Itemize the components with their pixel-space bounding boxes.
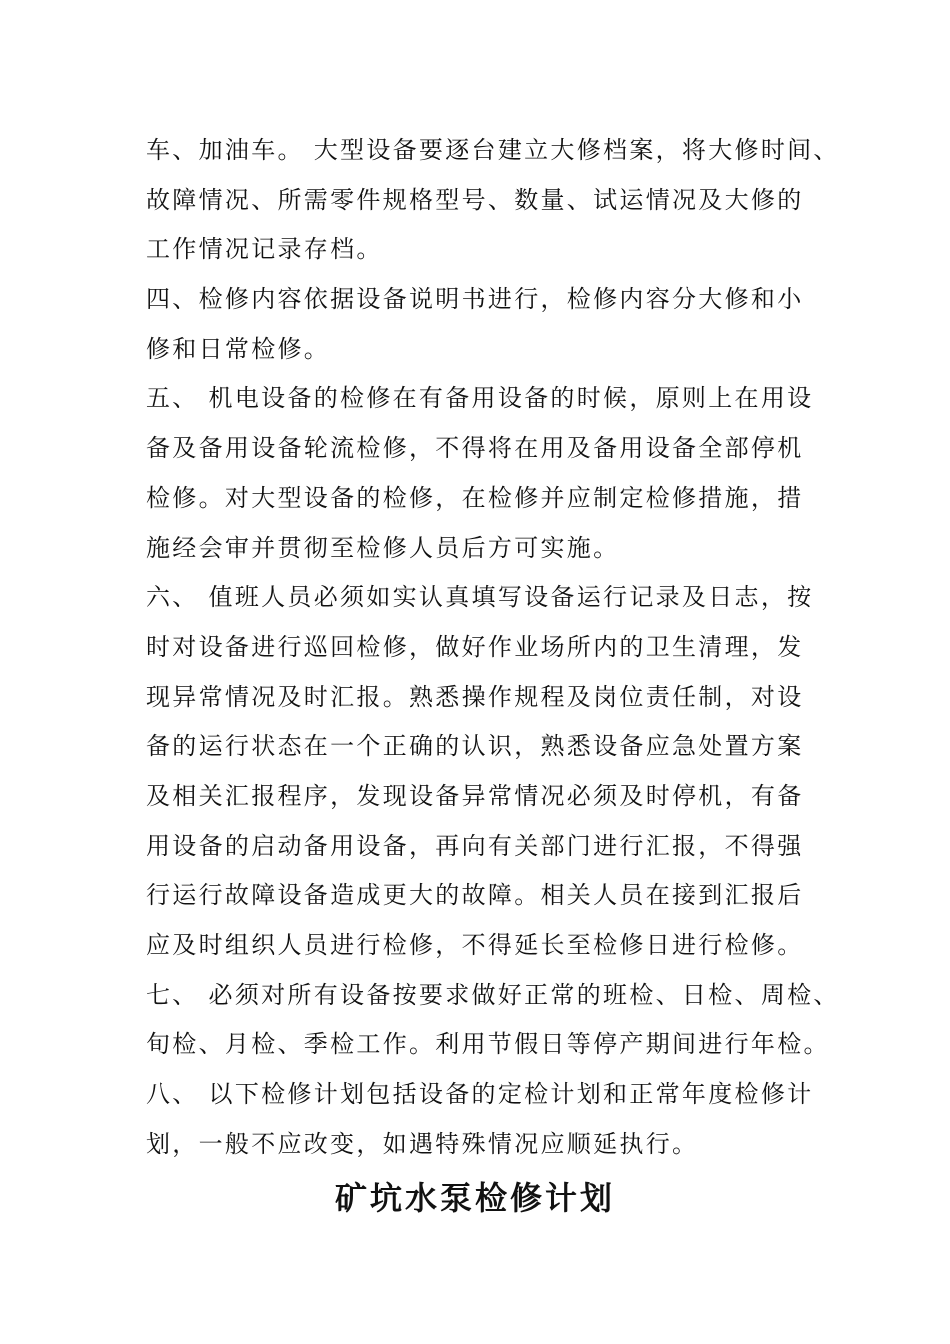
text-line: 时对设备进行巡回检修，做好作业场所内的卫生清理，发 — [146, 632, 804, 661]
body-text — [146, 126, 840, 1169]
text-line: 应及时组织人员进行检修，不得延长至检修日进行检修。 — [146, 931, 804, 959]
text-line: 旬检、月检、季检工作。利用节假日等停产期间进行年检。 — [146, 1030, 830, 1059]
text-line: 备的运行状态在一个正确的认识，熟悉设备应急处置方案 — [146, 732, 804, 761]
text-line: 行运行故障设备造成更大的故障。相关人员在接到汇报后 — [146, 881, 804, 910]
text-line: 故障情况、所需零件规格型号、数量、试运情况及大修的 — [146, 185, 804, 214]
section-heading: 矿坑水泵检修计划 — [334, 1179, 615, 1217]
text-line: 划，一般不应改变，如遇特殊情况应顺延执行。 — [146, 1129, 699, 1158]
text-line: 车、加油车。 大型设备要逐台建立大修档案，将大修时间、 — [146, 136, 840, 164]
text-line: 六、 值班人员必须如实认真填写设备运行记录及日志，按 — [146, 583, 814, 612]
text-line: 检修。对大型设备的检修，在检修并应制定检修措施，措 — [146, 483, 804, 512]
text-line: 五、 机电设备的检修在有备用设备的时候，原则上在用设 — [146, 384, 814, 413]
text-line: 七、 必须对所有设备按要求做好正常的班检、日检、周检、 — [146, 980, 840, 1009]
text-line: 现异常情况及时汇报。熟悉操作规程及岗位责任制，对设 — [146, 682, 804, 711]
text-line: 用设备的启动备用设备，再向有关部门进行汇报，不得强 — [146, 831, 804, 860]
text-line: 修和日常检修。 — [146, 334, 331, 363]
text-line: 备及备用设备轮流检修，不得将在用及备用设备全部停机 — [146, 434, 804, 463]
text-line: 工作情况记录存档。 — [146, 235, 383, 264]
text-line: 八、 以下检修计划包括设备的定检计划和正常年度检修计 — [146, 1080, 814, 1109]
text-line: 施经会审并贯彻至检修人员后方可实施。 — [146, 533, 620, 562]
text-line: 及相关汇报程序，发现设备异常情况必须及时停机，有备 — [146, 781, 804, 810]
text-line: 四、检修内容依据设备说明书进行，检修内容分大修和小 — [146, 285, 804, 314]
